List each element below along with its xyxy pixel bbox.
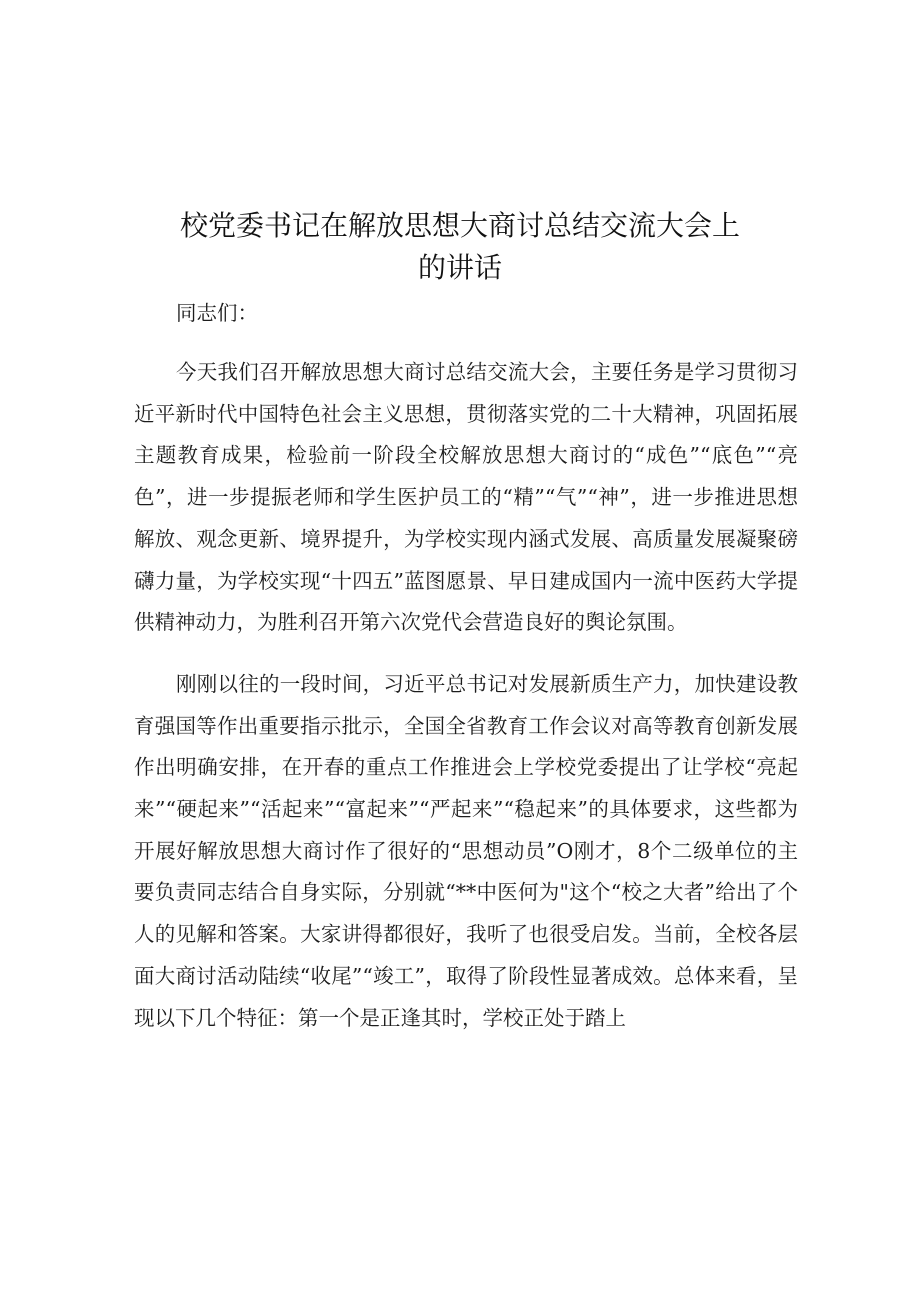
paragraph-2: 刚刚以往的一段时间，习近平总书记对发展新质生产力，加快建设教育强国等作出重要指示批示，全国全省教育工作会议对高等教育创新发展作出明确安排，在开春的重点工作推进会上学校党委提出了让学校“亮起来”“硬起来”“活起来”“富起来”“严起来”“稳起来”的具体要求，这些都为开展好解放思想大商讨作了很好的“思想动员”O刚才，8个二级单位的主要负责同志结合自身实际，分别就“**中医何为"这个“校之大者”给出了个人的见解和答案。大家讲得都很好，我听了也很受启发。当前，全校各层面大商讨活动陆续“收尾”“竣工”，取得了阶段性显著成效。总体来看，呈现以下几个特征：第一个是正逢其时，学校正处于踏上 <box>134 671 798 1030</box>
title-line-1: 校党委书记在解放思想大商讨总结交流大会上 <box>179 209 740 242</box>
paragraph-1: 今天我们召开解放思想大商讨总结交流大会，主要任务是学习贯彻习近平新时代中国特色社会主义思想，贯彻落实党的二十大精神，巩固拓展主题教育成果，检验前一阶段全校解放思想大商讨的“成色”“底色”“亮色”，进一步提振老师和学生医护员工的“精”“气”“神”，进一步推进思想解放、观念更新、境界提升，为学校实现内涵式发展、高质量发展凝聚磅礴力量，为学校实现“十四五”蓝图愿景、早日建成国内一流中医药大学提供精神动力，为胜利召开第六次党代会营造良好的舆论氛围。 <box>134 360 798 635</box>
greeting: 同志们： <box>176 301 258 325</box>
document-body <box>134 294 798 1059</box>
document-title <box>120 205 800 289</box>
title-line-2: 的讲话 <box>417 251 502 284</box>
